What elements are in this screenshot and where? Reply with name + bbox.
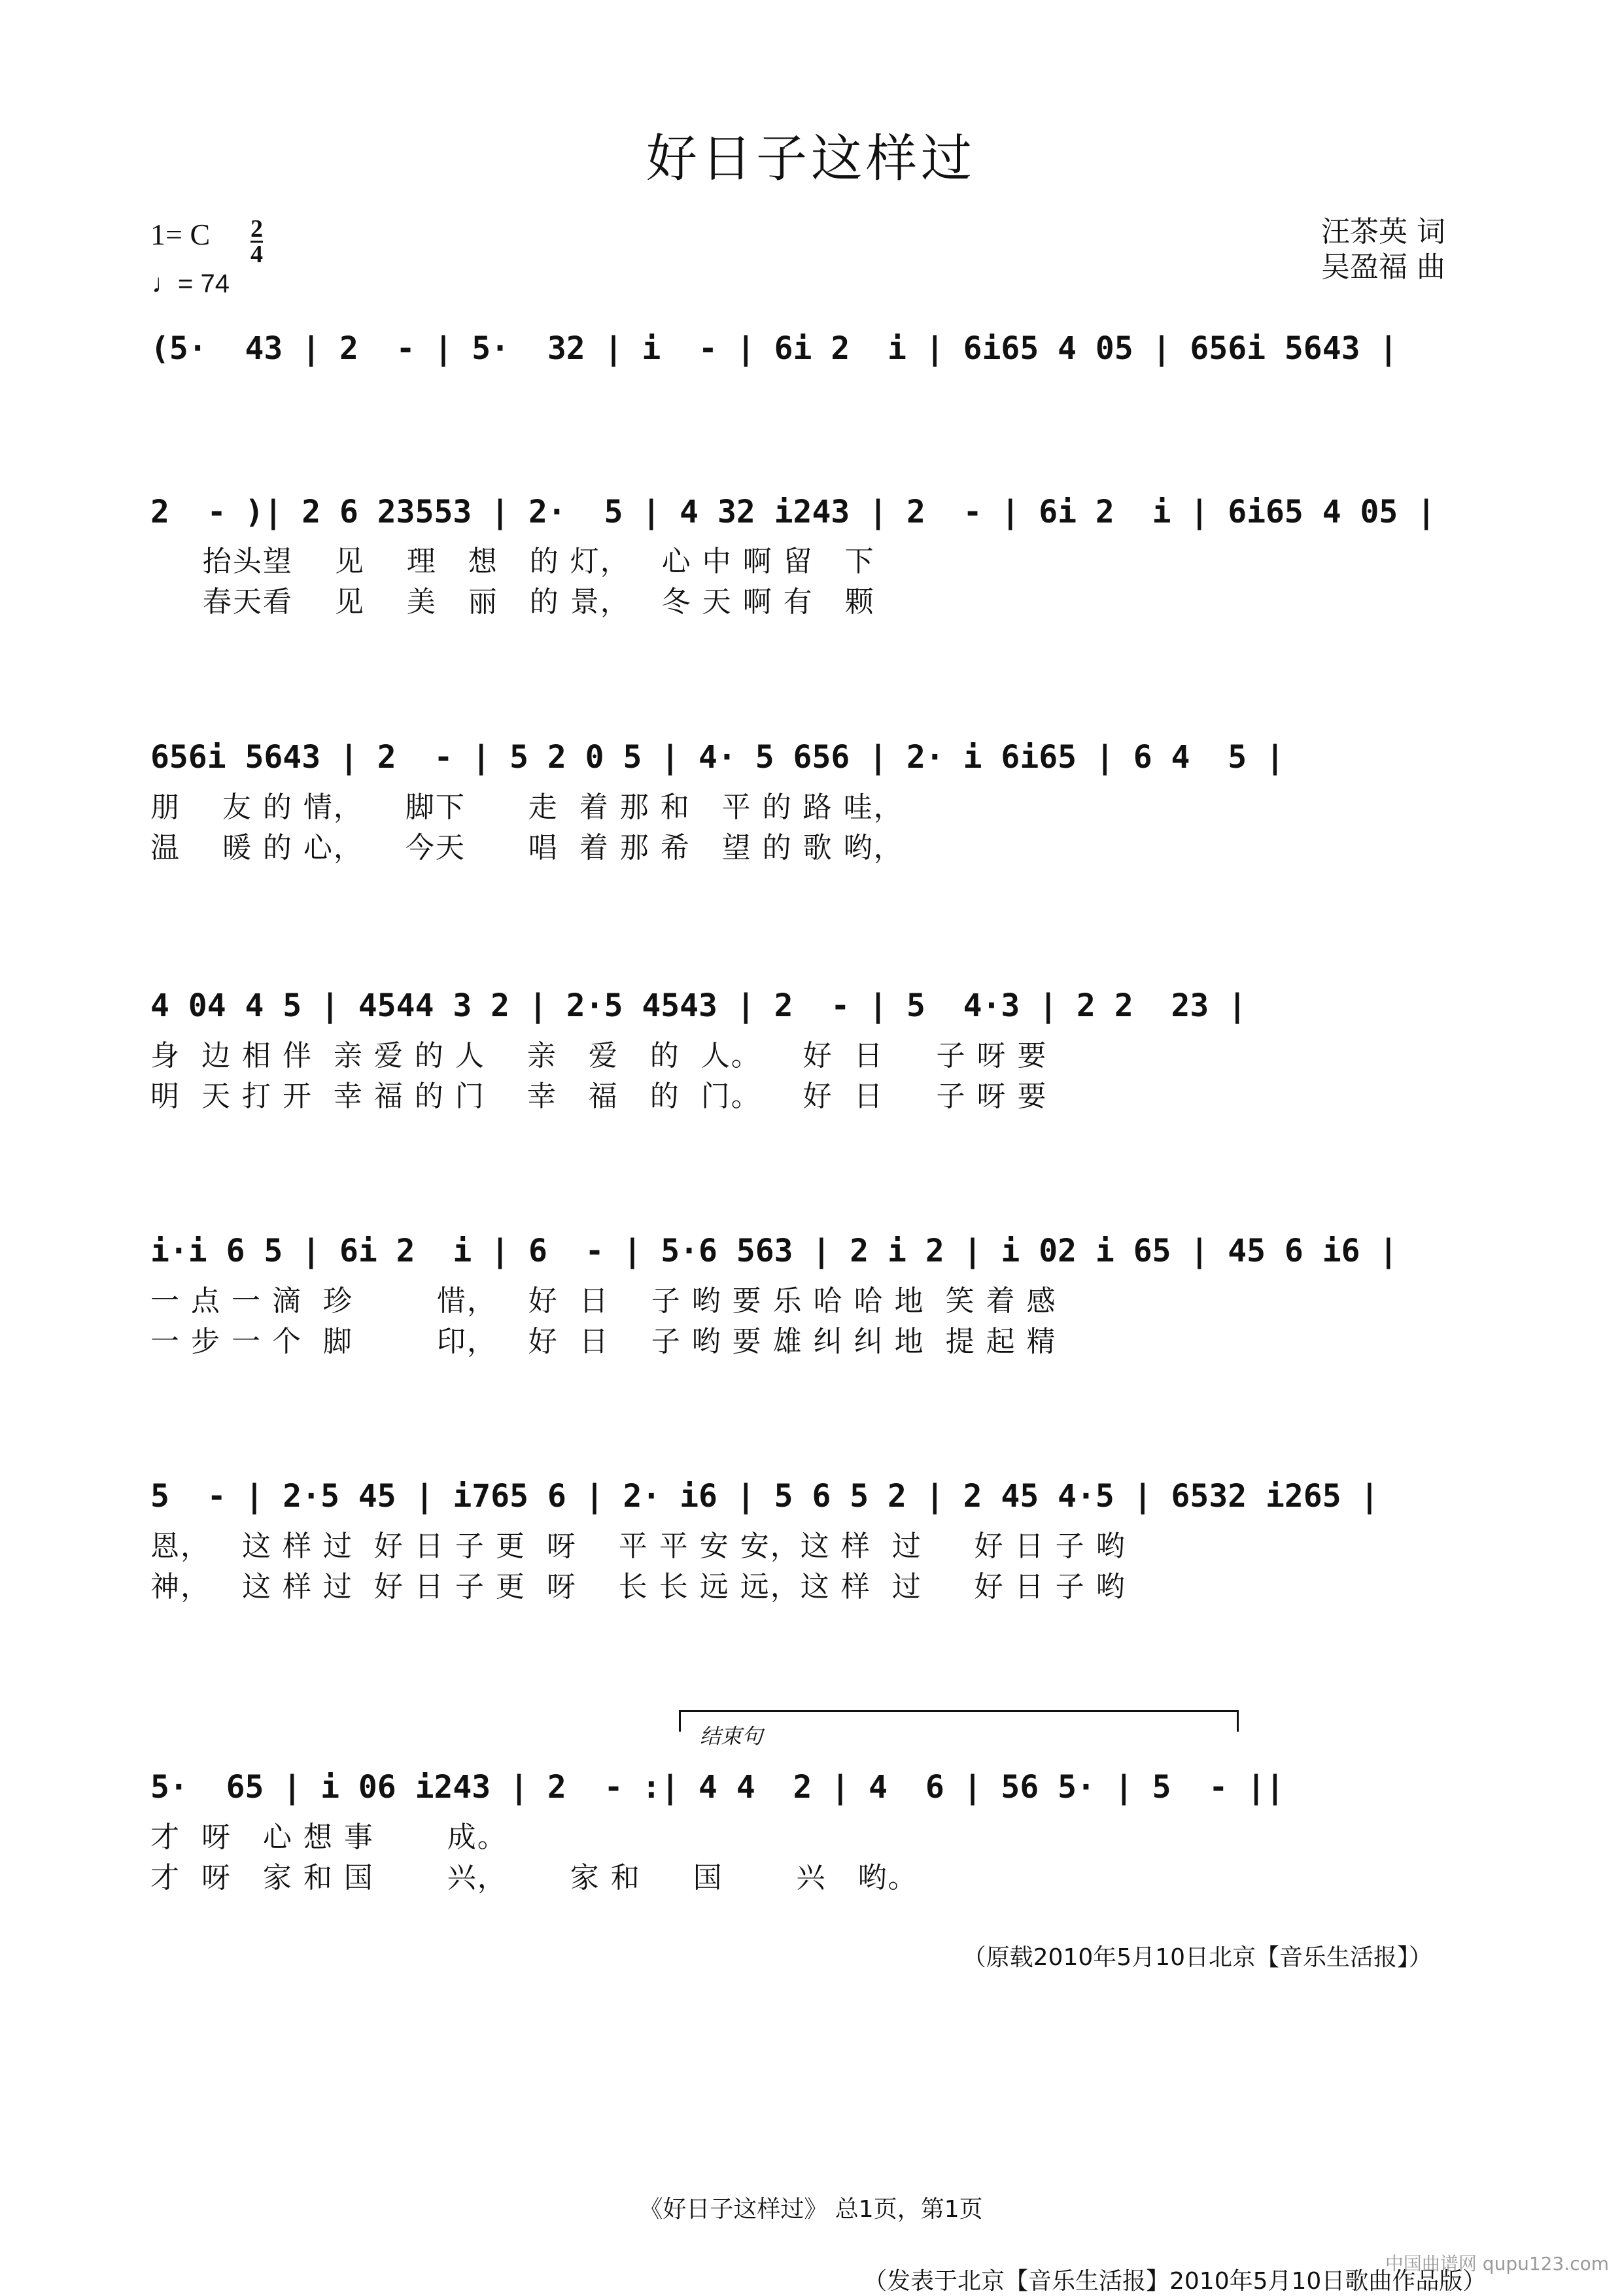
lyric-verse-2: 春天看 见 美 丽 的 景， 冬 天 啊 有 颗 [150,585,875,619]
page-footer: 《好日子这样过》 总1页，第1页 [639,2196,983,2223]
lyric-verse-2: 才 呀 家 和 国 兴， 家 和 国 兴 哟。 [150,1861,918,1894]
lyric-verse-1: 抬头望 见 理 想 的 灯， 心 中 啊 留 下 [150,545,875,578]
lyric-verse-1: 身 边 相 伴 亲 爱 的 人 亲 爱 的 人。 好 日 子 呀 要 [150,1039,1048,1072]
lyric-verse-2: 明 天 打 开 幸 福 的 门 幸 福 的 门。 好 日 子 呀 要 [150,1080,1048,1113]
lyric-verse-2: 一 步 一 个 脚 印， 好 日 子 哟 要 雄 纠 纠 地 提 起 精 [150,1325,1057,1358]
time-signature [250,217,263,266]
ending-bracket [679,1710,1239,1732]
notation-line: 656i 5643 | 2 - | 5 2 0 5 | 4· 5 656 | 2· i 6i65 | 6 4 5 | [150,739,1285,776]
notation-line: 4 04 4 5 | 4544 3 2 | 2·5 4543 | 2 - | 5 4·3 | 2 2 23 | [150,987,1247,1024]
time-signature-bottom: 4 [250,241,263,268]
score-system-1 [150,330,1472,389]
publication-note: （发表于北京【音乐生活报】2010年5月10日歌曲作品版） [863,2268,1487,2295]
lyricist-credit: 汪茶英 词 [1321,215,1445,248]
composer-credit: 吴盈福 曲 [1321,250,1445,284]
time-signature-top: 2 [250,215,263,243]
lyric-verse-1: 恩， 这 样 过 好 日 子 更 呀 平 平 安 安，这 样 过 好 日 子 哟 [150,1530,1126,1563]
ending-label: 结束句 [700,1724,763,1749]
notation-line: 5· 65 | i 06 i243 | 2 - :| 4 4 2 | 4 6 | 56 5· | 5 - || [150,1769,1285,1806]
lyric-verse-1: 一 点 一 滴 珍 惜， 好 日 子 哟 要 乐 哈 哈 地 笑 着 感 [150,1284,1057,1318]
notation-line: i·i 6 5 | 6i 2 i | 6 - | 5·6 563 | 2 i 2 | i 02 i 65 | 45 6 i6 | [150,1233,1398,1269]
site-watermark: 中国曲谱网 qupu123.com [1385,2253,1609,2274]
lyric-verse-1: 才 呀 心 想 事 成。 [150,1821,508,1854]
key-signature: 1= C [150,218,211,251]
notation-line: 2 - )| 2 6 23553 | 2· 5 | 4 32 i243 | 2 - | 6i 2 i | 6i65 4 05 | [150,494,1436,530]
lyric-verse-2: 神， 这 样 过 好 日 子 更 呀 长 长 远 远，这 样 过 好 日 子 哟 [150,1570,1126,1603]
lyric-verse-2: 温 暖 的 心， 今天 唱 着 那 希 望 的 歌 哟， [150,831,904,865]
source-note: （原载2010年5月10日北京【音乐生活报】） [962,1944,1432,1971]
tempo-marking: ♩= 74 [152,269,230,298]
notation-line: (5· 43 | 2 - | 5· 32 | i - | 6i 2 i | 6i65 4 05 | 656i 5643 | [150,330,1398,367]
notation-line: 5 - | 2·5 45 | i765 6 | 2· i6 | 5 6 5 2 | 2 45 4·5 | 6532 i265 | [150,1478,1379,1515]
lyric-verse-1: 朋 友 的 情， 脚下 走 着 那 和 平 的 路 哇， [150,791,904,824]
song-title: 好日子这样过 [646,129,976,188]
